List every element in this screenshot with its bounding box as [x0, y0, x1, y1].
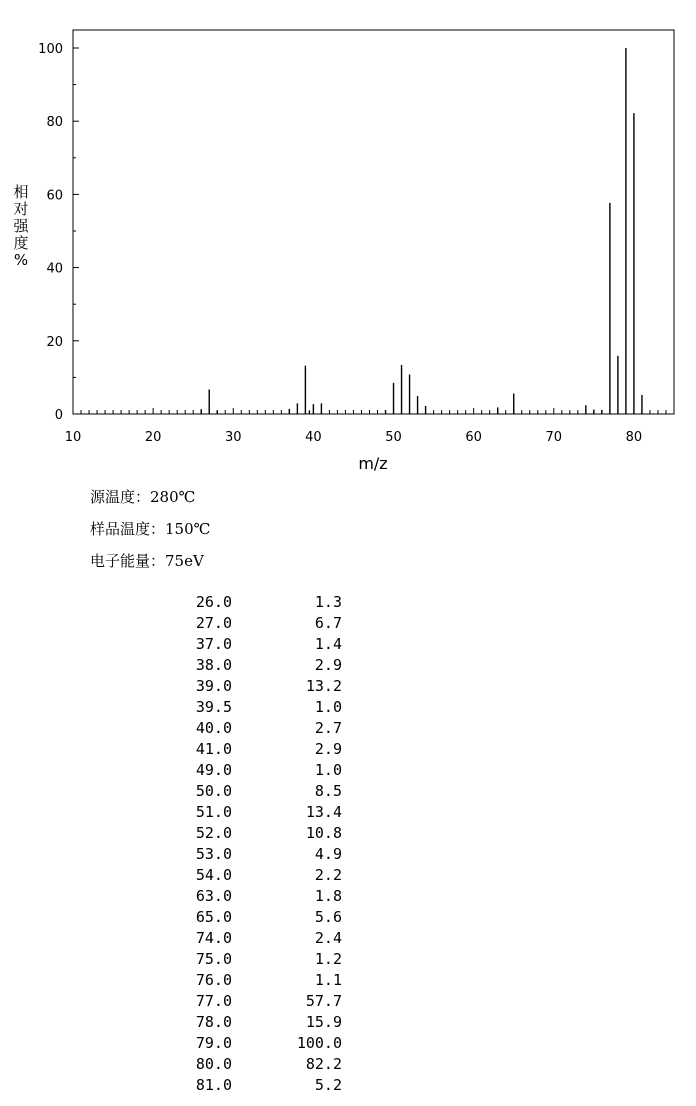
y-axis-title-char: 度: [13, 234, 29, 252]
x-tick-label: 80: [625, 430, 643, 445]
y-tick-label: 80: [46, 115, 63, 131]
electron-energy: 电子能量：75eV: [90, 552, 204, 570]
mz-value: 79.0: [195, 1034, 232, 1052]
table-row: [180, 802, 360, 823]
x-tick-label: 40: [305, 430, 322, 445]
y-axis-title: [10, 184, 32, 269]
table-row: [180, 634, 360, 655]
table-row: [180, 592, 360, 613]
table-row: [180, 865, 360, 886]
mz-value: 49.0: [195, 761, 232, 779]
table-row: [180, 844, 360, 865]
x-tick-label: 30: [224, 430, 242, 445]
table-row: [180, 676, 360, 697]
intensity-value: 2.9: [314, 740, 342, 758]
mz-value: 27.0: [195, 614, 232, 632]
x-axis-title: m/z: [358, 454, 388, 473]
intensity-value: 13.4: [305, 803, 342, 821]
intensity-value: 4.9: [314, 845, 342, 863]
intensity-value: 1.3: [314, 593, 342, 611]
sample-temperature: 样品温度：150℃: [90, 520, 211, 538]
y-axis-title-char: 对: [13, 200, 29, 218]
mz-value: 63.0: [195, 887, 232, 905]
mz-value: 52.0: [195, 824, 232, 842]
table-row: [180, 1075, 360, 1096]
mz-value: 40.0: [195, 719, 232, 737]
mz-value: 75.0: [195, 950, 232, 968]
intensity-value: 2.7: [314, 719, 342, 737]
table-row: [180, 907, 360, 928]
mz-value: 81.0: [195, 1076, 232, 1094]
mz-value: 26.0: [195, 593, 232, 611]
table-row: [180, 886, 360, 907]
table-row: [180, 928, 360, 949]
y-tick-label: 20: [46, 334, 63, 350]
mz-value: 77.0: [195, 992, 232, 1010]
table-row: [180, 613, 360, 634]
table-row: [180, 718, 360, 739]
mz-value: 41.0: [195, 740, 232, 758]
intensity-value: 2.4: [314, 929, 342, 947]
y-axis-title-char: %: [13, 251, 29, 269]
intensity-value: 6.7: [314, 614, 342, 632]
table-row: [180, 991, 360, 1012]
intensity-value: 2.2: [314, 866, 342, 884]
y-tick-label: 60: [46, 188, 63, 204]
intensity-value: 57.7: [305, 992, 342, 1010]
x-tick-label: 20: [144, 430, 162, 445]
mz-value: 54.0: [195, 866, 232, 884]
intensity-value: 1.8: [314, 887, 342, 905]
table-row: [180, 970, 360, 991]
mz-value: 65.0: [195, 908, 232, 926]
mass-spectrum-chart: [0, 0, 696, 480]
table-row: [180, 739, 360, 760]
mz-value: 39.5: [195, 698, 232, 716]
x-tick-label: 10: [64, 430, 82, 445]
peak-bars: [201, 48, 642, 414]
intensity-value: 1.0: [314, 761, 342, 779]
intensity-value: 1.4: [314, 635, 342, 653]
y-tick-label: 40: [46, 261, 63, 277]
intensity-value: 5.2: [314, 1076, 342, 1094]
mz-value: 50.0: [195, 782, 232, 800]
source-temperature: 源温度：280℃: [90, 488, 196, 506]
table-row: [180, 1012, 360, 1033]
intensity-value: 8.5: [314, 782, 342, 800]
mz-value: 51.0: [195, 803, 232, 821]
table-row: [180, 1054, 360, 1075]
table-row: [180, 1033, 360, 1054]
x-axis: [65, 430, 642, 445]
intensity-value: 82.2: [305, 1055, 342, 1073]
intensity-value: 100.0: [296, 1034, 342, 1052]
y-axis: [38, 42, 63, 423]
mz-value: 74.0: [195, 929, 232, 947]
intensity-value: 5.6: [314, 908, 342, 926]
table-row: [180, 697, 360, 718]
plot-frame: [73, 30, 674, 414]
intensity-value: 1.1: [314, 971, 342, 989]
intensity-value: 10.8: [305, 824, 342, 842]
intensity-value: 13.2: [305, 677, 342, 695]
mz-value: 76.0: [195, 971, 232, 989]
table-row: [180, 655, 360, 676]
x-tick-label: 70: [545, 430, 563, 445]
table-row: [180, 760, 360, 781]
mz-value: 39.0: [195, 677, 232, 695]
table-row: [180, 949, 360, 970]
intensity-value: 1.2: [314, 950, 342, 968]
x-tick-label: 60: [465, 430, 482, 445]
mz-value: 53.0: [195, 845, 232, 863]
y-axis-title-char: 相: [13, 183, 29, 201]
table-row: [180, 823, 360, 844]
mz-value: 78.0: [195, 1013, 232, 1031]
intensity-value: 15.9: [305, 1013, 342, 1031]
y-tick-label: 0: [54, 408, 63, 423]
y-tick-label: 100: [38, 42, 63, 57]
intensity-value: 2.9: [314, 656, 342, 674]
mz-value: 38.0: [195, 656, 232, 674]
minor-ticks: [73, 48, 674, 414]
y-axis-title-char: 强: [13, 217, 29, 235]
mz-value: 80.0: [195, 1055, 232, 1073]
table-row: [180, 781, 360, 802]
peak-table: [180, 592, 360, 1096]
intensity-value: 1.0: [314, 698, 342, 716]
mz-value: 37.0: [195, 635, 232, 653]
x-tick-label: 50: [385, 430, 402, 445]
